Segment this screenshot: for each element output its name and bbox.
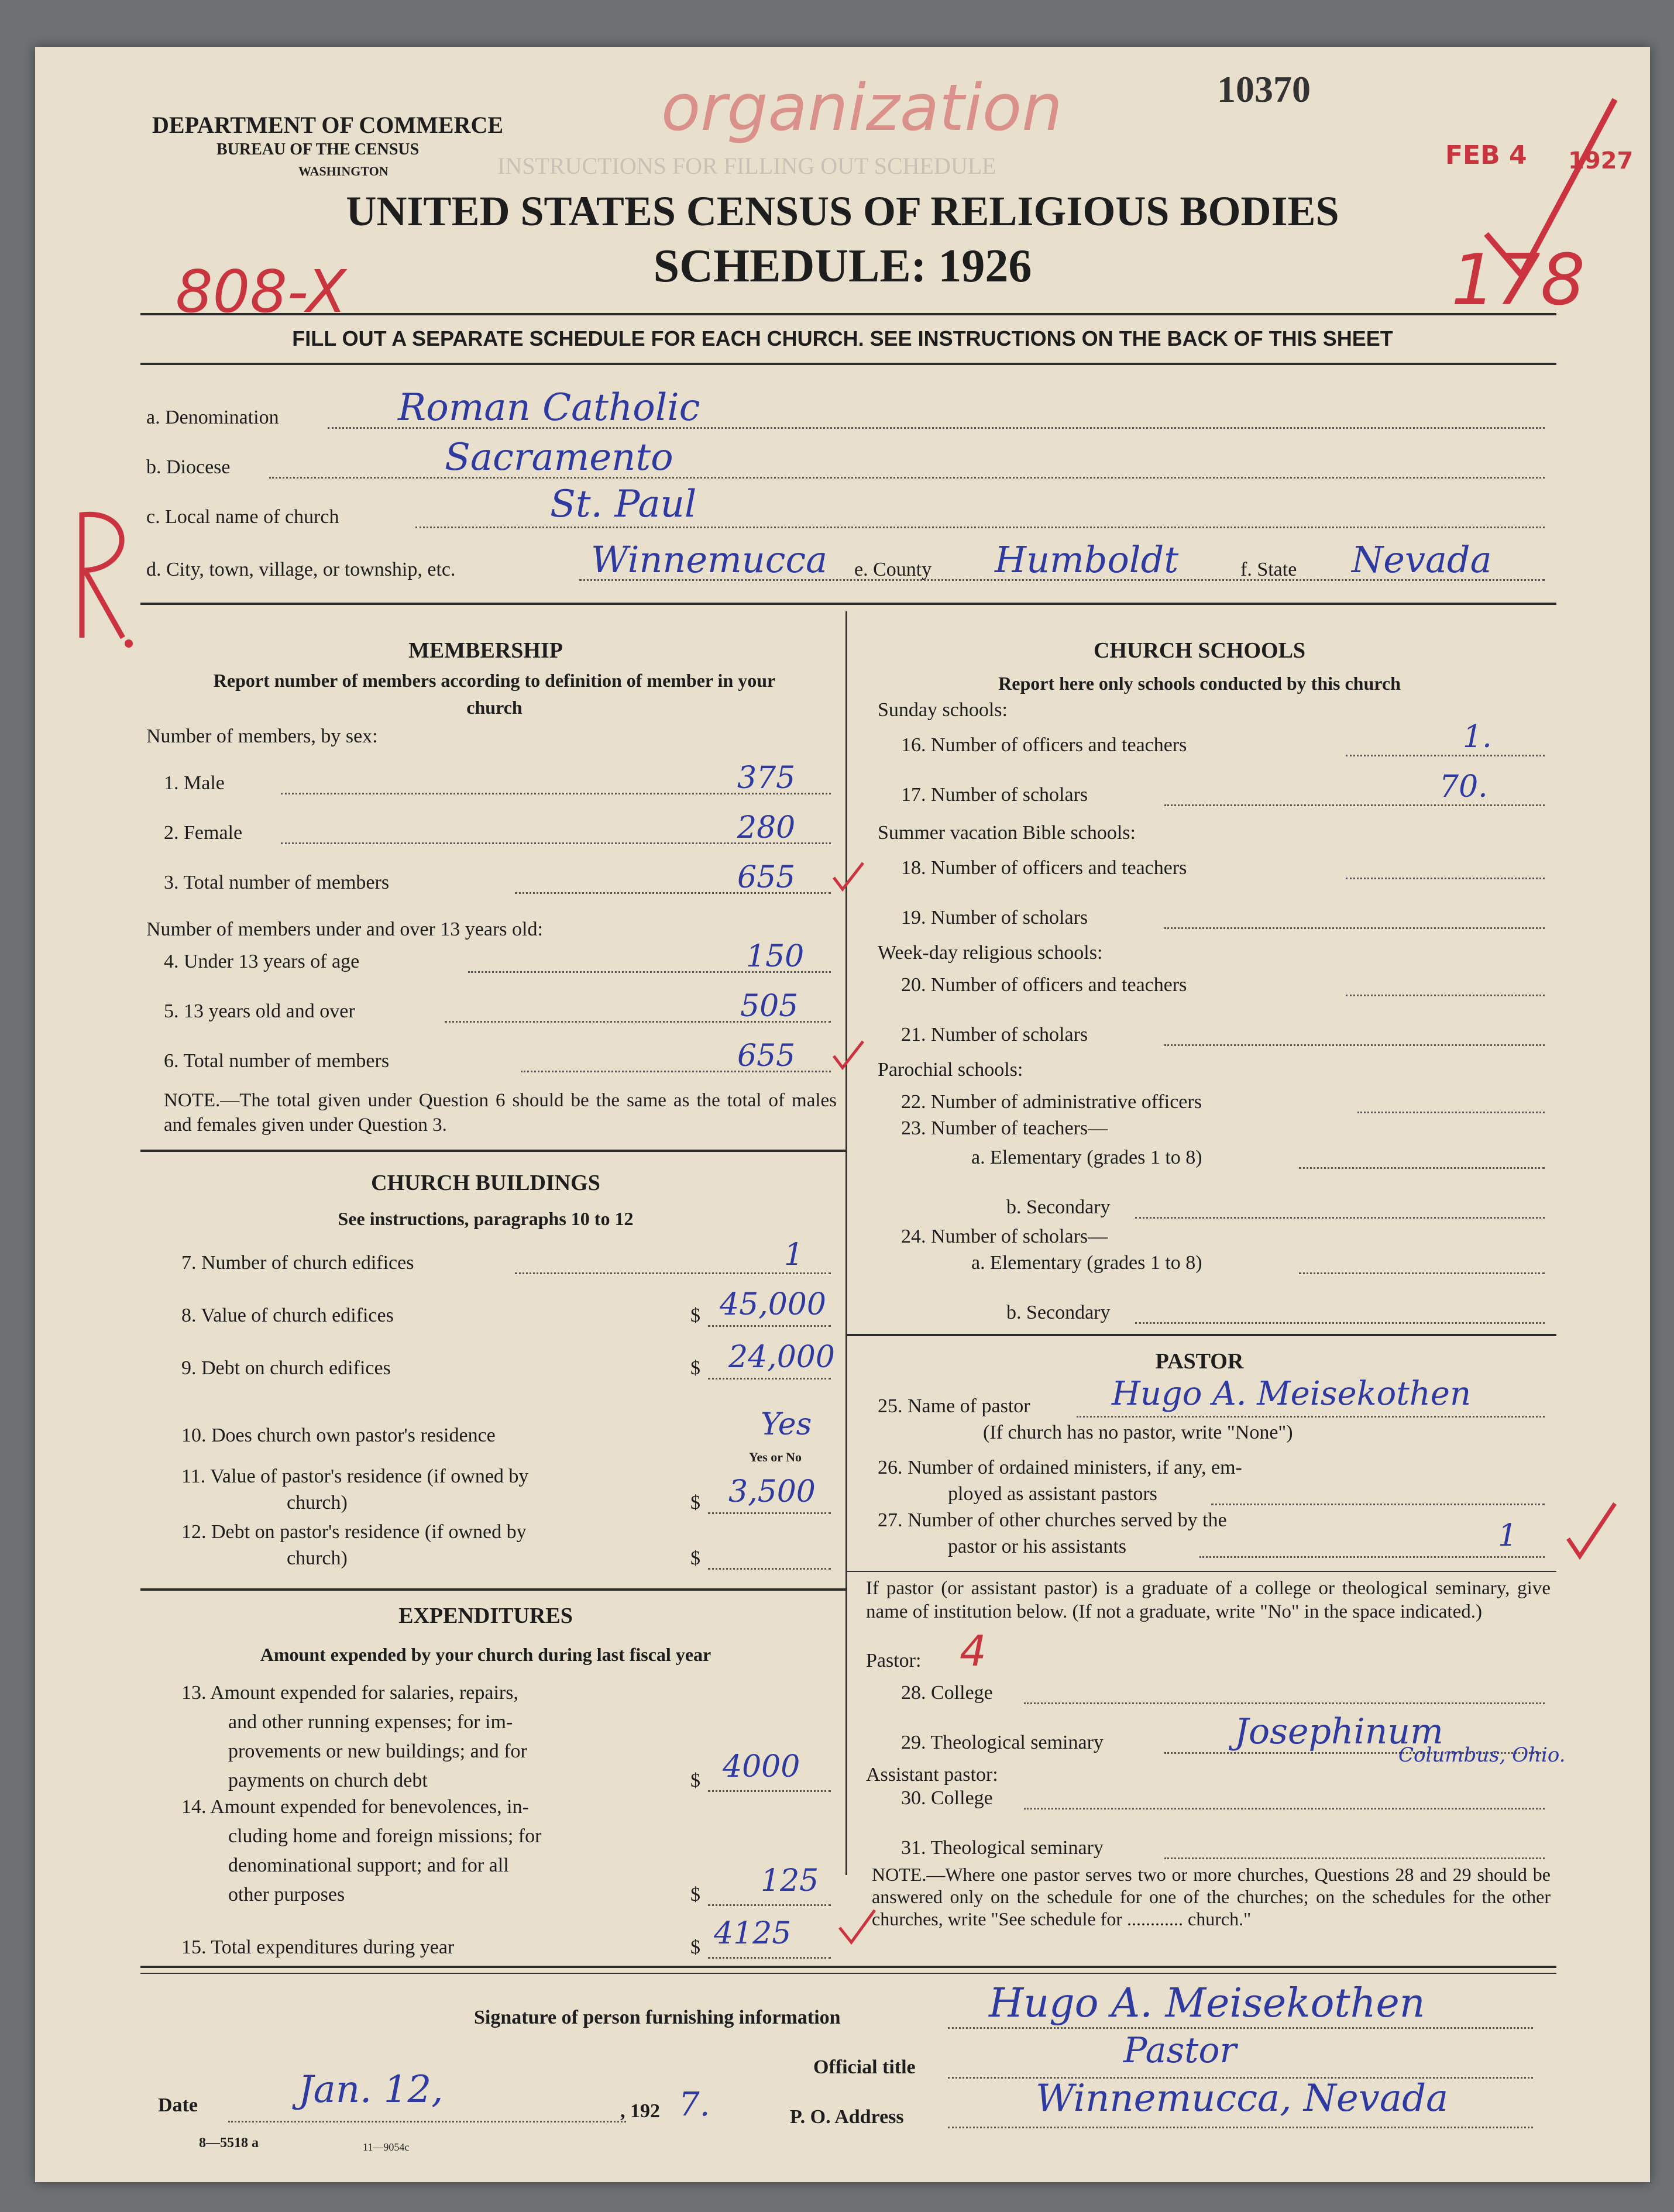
graduate-note: If pastor (or assistant pastor) is a graduate of a college or theological seminary, give name of institution below. (If not a graduate, write "No" in the space indicated.): [866, 1578, 1551, 1622]
sunday-schools-label: Sunday schools:: [878, 699, 1008, 721]
county-label: e. County: [854, 559, 932, 580]
q14-label-line3: denominational support; and for all: [228, 1855, 509, 1876]
q5-label: 5. 13 years old and over: [164, 1000, 355, 1022]
q29-value[interactable]: Josephinum: [1235, 1711, 1443, 1752]
q26-label-cont: ployed as assistant pastors: [948, 1483, 1157, 1505]
q4-value[interactable]: 150: [746, 939, 805, 974]
pastor-note: NOTE.—Where one pastor serves two or more churches, Questions 28 and 29 should be answered only on the schedule for one of the churches; on the schedules for the other churches, write "See schedule for ............ church.": [872, 1864, 1551, 1929]
q11-label: 11. Value of pastor's residence (if owned by: [181, 1466, 529, 1487]
form-number: 10370: [1217, 68, 1311, 110]
q16-value[interactable]: 1.: [1463, 720, 1492, 755]
q24a-label: a. Elementary (grades 1 to 8): [971, 1252, 1202, 1274]
q28-label: 28. College: [901, 1682, 993, 1704]
q13-label-line3: provements or new buildings; and for: [228, 1740, 527, 1762]
q11-line: [708, 1512, 831, 1514]
q23b-line: [1135, 1217, 1545, 1219]
q19-label: 19. Number of scholars: [901, 907, 1088, 928]
q20-line: [1346, 995, 1545, 996]
q13-label-line2: and other running expenses; for im-: [228, 1711, 513, 1733]
q7-label: 7. Number of church edifices: [181, 1252, 414, 1274]
po-address-line: [948, 2127, 1533, 2128]
bleed-through-text: INSTRUCTIONS FOR FILLING OUT SCHEDULE: [497, 153, 996, 179]
q17-line: [1164, 804, 1545, 806]
q12-label: 12. Debt on pastor's residence (if owned by: [181, 1521, 527, 1543]
q15-value[interactable]: 4125: [714, 1916, 792, 1951]
q24b-label: b. Secondary: [1006, 1302, 1111, 1323]
state-label: f. State: [1240, 559, 1297, 580]
q10-value[interactable]: Yes: [761, 1407, 812, 1442]
q8-value[interactable]: 45,000: [720, 1287, 826, 1322]
header-rule-2: [140, 363, 1556, 365]
q14-label-line1: 14. Amount expended for benevolences, in-: [181, 1796, 529, 1818]
q15-dollar: $: [690, 1936, 700, 1958]
q15-label: 15. Total expenditures during year: [181, 1936, 455, 1958]
q20-label: 20. Number of officers and teachers: [901, 974, 1187, 996]
header-rule: [140, 313, 1556, 315]
members-by-age-label: Number of members under and over 13 years old:: [146, 918, 543, 940]
red-mark: 4: [960, 1626, 986, 1676]
local-name-value[interactable]: St. Paul: [550, 483, 697, 526]
q7-line: [515, 1272, 831, 1274]
q24a-line: [1299, 1272, 1545, 1274]
q26-line: [1211, 1504, 1545, 1505]
official-title-label: Official title: [813, 2056, 916, 2078]
schedule-year: SCHEDULE: 1926: [653, 240, 1032, 292]
red-script-annotation: organization: [661, 70, 1063, 145]
q14-label-line4: other purposes: [228, 1884, 345, 1905]
bureau-name: BUREAU OF THE CENSUS: [216, 140, 420, 159]
local-name-line: [415, 527, 1545, 528]
summer-schools-label: Summer vacation Bible schools:: [878, 822, 1136, 844]
q23a-label: a. Elementary (grades 1 to 8): [971, 1147, 1202, 1168]
q4-label: 4. Under 13 years of age: [164, 951, 360, 972]
q13-label-line4: payments on church debt: [228, 1770, 428, 1791]
date-label: Date: [158, 2094, 198, 2116]
q23-label: 23. Number of teachers—: [901, 1117, 1108, 1139]
q9-line: [708, 1378, 831, 1380]
buildings-heading: CHURCH BUILDINGS: [371, 1171, 600, 1195]
q8-label: 8. Value of church edifices: [181, 1305, 394, 1326]
q18-label: 18. Number of officers and teachers: [901, 857, 1187, 879]
q6-value[interactable]: 655: [737, 1038, 796, 1074]
q5-value[interactable]: 505: [740, 989, 799, 1024]
received-stamp-date: FEB 4: [1445, 140, 1527, 170]
q2-value[interactable]: 280: [737, 810, 796, 845]
weekday-schools-label: Week-day religious schools:: [878, 942, 1103, 964]
print-code: 11—9054c: [363, 2141, 410, 2153]
q11-dollar: $: [690, 1492, 700, 1513]
red-check-icon: [1474, 88, 1627, 287]
assistant-pastor-label: Assistant pastor:: [866, 1764, 998, 1786]
q3-value[interactable]: 655: [737, 860, 796, 895]
q11-value[interactable]: 3,500: [728, 1474, 816, 1509]
q30-line: [1024, 1808, 1545, 1809]
q1-value[interactable]: 375: [737, 761, 796, 796]
form-title: UNITED STATES CENSUS OF RELIGIOUS BODIES: [346, 188, 1339, 235]
year-digit[interactable]: 7.: [679, 2086, 710, 2124]
signature-line: [948, 2027, 1533, 2029]
bottom-rule: [140, 1966, 1556, 1968]
members-by-sex-label: Number of members, by sex:: [146, 725, 378, 747]
received-stamp-year: 1927: [1568, 147, 1634, 174]
parochial-schools-label: Parochial schools:: [878, 1059, 1023, 1081]
membership-rule: [140, 1150, 845, 1152]
q22-label: 22. Number of administrative officers: [901, 1091, 1202, 1113]
handwritten-tally: 178: [1451, 240, 1586, 321]
bureau-city: WASHINGTON: [298, 164, 389, 178]
form-code: 8—5518 a: [199, 2135, 259, 2151]
q26-label: 26. Number of ordained ministers, if any, em-: [878, 1457, 1242, 1478]
date-line: [228, 2121, 626, 2122]
official-title-value[interactable]: Pastor: [1123, 2030, 1237, 2071]
fields-rule: [140, 603, 1556, 605]
q2-label: 2. Female: [164, 822, 243, 844]
q31-label: 31. Theological seminary: [901, 1837, 1104, 1859]
q10-yes-no-hint: Yes or No: [749, 1450, 802, 1464]
q27-value[interactable]: 1: [1498, 1518, 1518, 1553]
membership-note: NOTE.—The total given under Question 6 should be the same as the total of males and females given under Question 3.: [164, 1090, 837, 1136]
q21-line: [1164, 1044, 1545, 1046]
census-schedule-page: [35, 47, 1650, 2182]
bottom-rule-thin: [140, 1973, 1556, 1974]
q9-label: 9. Debt on church edifices: [181, 1357, 391, 1379]
q30-label: 30. College: [901, 1787, 993, 1809]
expenditures-heading: EXPENDITURES: [398, 1604, 573, 1628]
diocese-value[interactable]: Sacramento: [445, 436, 673, 479]
q8-dollar: $: [690, 1305, 700, 1326]
year-prefix: , 192: [620, 2100, 660, 2122]
red-check-icon: [1562, 1498, 1621, 1562]
separate-schedule-instruction: FILL OUT A SEPARATE SCHEDULE FOR EACH CHURCH. SEE INSTRUCTIONS ON THE BACK OF THIS SHEET: [292, 326, 1393, 350]
q24-label: 24. Number of scholars—: [901, 1226, 1108, 1247]
handwritten-file-number: 808-X: [176, 257, 346, 326]
q19-line: [1164, 927, 1545, 929]
q28-line: [1024, 1702, 1545, 1704]
q12-label-cont: church): [287, 1547, 348, 1569]
q16-label: 16. Number of officers and teachers: [901, 734, 1187, 756]
buildings-rule: [140, 1588, 845, 1591]
q13-line: [708, 1790, 831, 1792]
q13-dollar: $: [690, 1770, 700, 1791]
local-name-label: c. Local name of church: [146, 506, 339, 528]
q25-label: 25. Name of pastor: [878, 1395, 1030, 1417]
q9-value[interactable]: 24,000: [728, 1340, 835, 1375]
q23a-line: [1299, 1167, 1545, 1169]
q27-label: 27. Number of other churches served by the: [878, 1509, 1227, 1531]
q14-label-line2: cluding home and foreign missions; for: [228, 1825, 542, 1847]
q22-line: [1357, 1112, 1545, 1113]
schools-rule: [847, 1334, 1556, 1336]
state-value[interactable]: Nevada: [1352, 538, 1492, 581]
department-name: DEPARTMENT OF COMMERCE: [152, 112, 504, 138]
q10-label: 10. Does church own pastor's residence: [181, 1425, 496, 1446]
membership-heading: MEMBERSHIP: [408, 638, 563, 663]
schools-intro: Report here only schools conducted by this church: [998, 673, 1401, 694]
q14-value[interactable]: 125: [761, 1863, 819, 1898]
q1-label: 1. Male: [164, 772, 225, 794]
q25-note: (If church has no pastor, write "None"): [983, 1422, 1293, 1443]
po-address-value[interactable]: Winnemucca, Nevada: [1036, 2077, 1449, 2120]
q25-line: [1077, 1416, 1545, 1418]
po-address-label: P. O. Address: [790, 2106, 904, 2128]
schools-heading: CHURCH SCHOOLS: [1093, 638, 1306, 663]
q24b-line: [1135, 1322, 1545, 1324]
q29-value-location[interactable]: Columbus, Ohio.: [1398, 1743, 1566, 1767]
membership-intro: Report number of members according to definition of member in your church: [213, 670, 776, 718]
red-check-icon: [831, 1038, 866, 1074]
q29-label: 29. Theological seminary: [901, 1732, 1104, 1753]
signature-value[interactable]: Hugo A. Meisekothen: [989, 1980, 1425, 2027]
q17-value[interactable]: 70.: [1439, 769, 1488, 804]
date-value[interactable]: Jan. 12,: [298, 2068, 444, 2111]
q17-label: 17. Number of scholars: [901, 784, 1088, 806]
column-divider: [845, 611, 847, 1875]
denomination-value[interactable]: Roman Catholic: [398, 386, 700, 429]
q31-line: [1164, 1857, 1545, 1859]
denomination-label: a. Denomination: [146, 407, 279, 428]
diocese-label: b. Diocese: [146, 456, 231, 478]
q25-value[interactable]: Hugo A. Meisekothen: [1112, 1375, 1472, 1413]
red-check-icon: [831, 860, 866, 895]
q11-label-cont: church): [287, 1492, 348, 1513]
q21-label: 21. Number of scholars: [901, 1024, 1088, 1045]
expenditures-subheading: Amount expended by your church during last fiscal year: [260, 1644, 711, 1665]
pastor-education-label: Pastor:: [866, 1650, 922, 1671]
q14-line: [708, 1904, 831, 1906]
q16-line: [1346, 755, 1545, 756]
city-value[interactable]: Winnemucca: [591, 538, 828, 581]
q27-label-cont: pastor or his assistants: [948, 1536, 1127, 1557]
pastor-heading: PASTOR: [1155, 1349, 1244, 1374]
q18-line: [1346, 878, 1545, 879]
red-check-icon: [837, 1907, 878, 1948]
q12-dollar: $: [690, 1547, 700, 1569]
q13-label-line1: 13. Amount expended for salaries, repairs,: [181, 1682, 518, 1704]
q9-dollar: $: [690, 1357, 700, 1379]
q7-value[interactable]: 1: [784, 1237, 804, 1272]
buildings-subheading: See instructions, paragraphs 10 to 12: [338, 1208, 634, 1229]
city-label: d. City, town, village, or township, etc.: [146, 559, 456, 580]
red-r-annotation-icon: [59, 503, 140, 655]
q8-line: [708, 1325, 831, 1327]
q15-line: [708, 1957, 831, 1959]
q14-dollar: $: [690, 1884, 700, 1905]
q13-value[interactable]: 4000: [723, 1749, 800, 1784]
q27-line: [1199, 1556, 1545, 1558]
signature-label: Signature of person furnishing information: [474, 2007, 841, 2028]
county-value[interactable]: Humboldt: [995, 538, 1179, 581]
city-line: [579, 579, 1545, 581]
q6-label: 6. Total number of members: [164, 1050, 390, 1072]
pastor-rule: [847, 1571, 1556, 1572]
q12-line: [708, 1568, 831, 1570]
q3-label: 3. Total number of members: [164, 872, 390, 893]
q23b-label: b. Secondary: [1006, 1196, 1111, 1218]
